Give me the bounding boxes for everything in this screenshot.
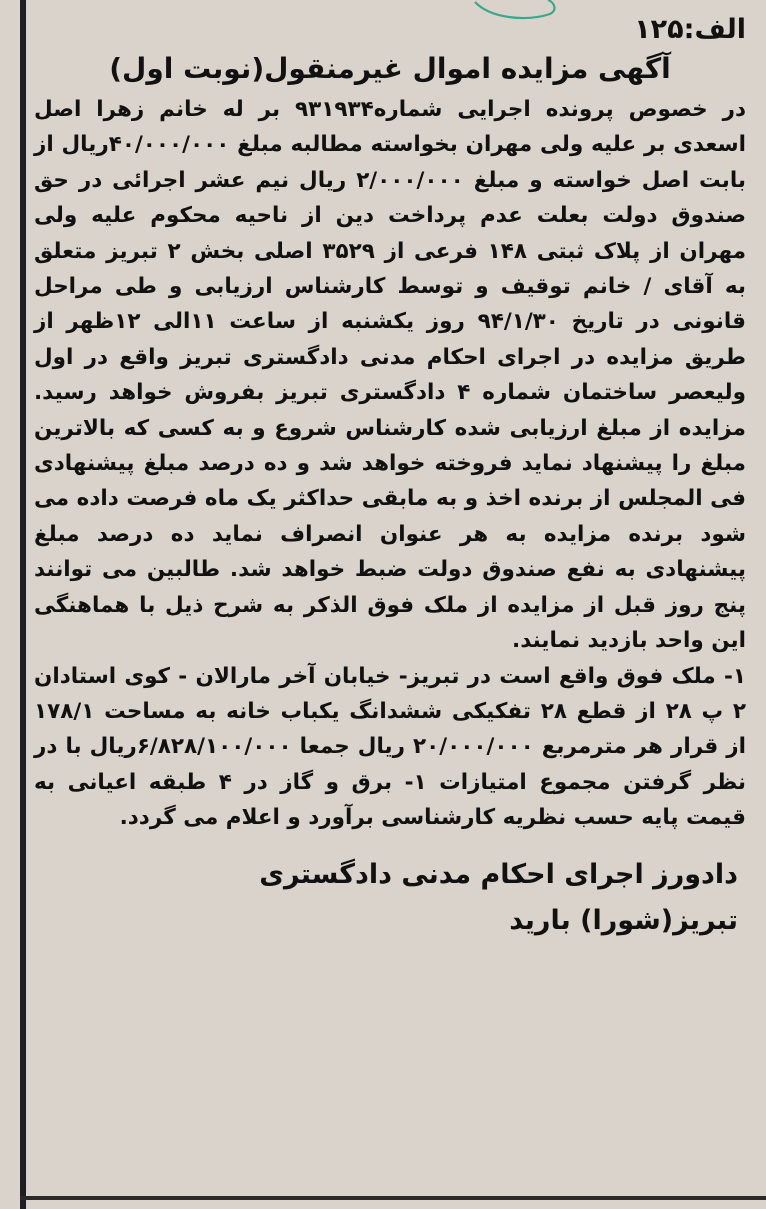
notice-title: آگهی مزایده اموال غیرمنقول(نوبت اول) — [109, 52, 671, 85]
notice-reference-number: الف:۱۲۵ — [634, 14, 746, 45]
property-item-1: ۱- ملک فوق واقع است در تبریز- خیابان آخر مارالان - کوی استادان ۲ پ ۲۸ از قطع ۲۸ تفکیکی ششدانگ یکباب خانه به مساحت ۱۷۸/۱ از قرار هر مترمربع ۲۰/۰۰۰/۰۰۰ ریال جمعا ۶/۸۲۸/۱۰۰/۰۰۰ریال با در نظر گرفتن مجموع امتیازات ۱- برق و گاز در ۴ طبقه اعیانی به قیمت پایه حسب نظریه کارشناسی برآورد و اعلام می گردد. — [34, 663, 746, 831]
auction-notice — [34, 12, 746, 944]
signature-line-2: تبریز(شورا) بارید — [509, 904, 738, 936]
clipping-left-border — [20, 0, 26, 1209]
notice-body: در خصوص پرونده اجرایی شماره۹۳۱۹۳۴ بر له خانم زهرا اصل اسعدی بر علیه ولی مهران بخواسته مطالبه مبلغ ۴۰/۰۰۰/۰۰۰ریال از بابت اصل خواسته و مبلغ ۲/۰۰۰/۰۰۰ ریال نیم عشر اجرائی در حق صندوق دولت بعلت عدم پرداخت دین از ناحیه محکوم علیه ولی مهران از پلاک ثبتی ۱۴۸ فرعی از ۳۵۲۹ اصلی بخش ۲ تبریز متعلق به آقای / خانم توقیف و توسط کارشناس ارزیابی و طی مراحل قانونی در تاریخ ۹۴/۱/۳۰ روز یکشنبه از ساعت ۱۱الی ۱۲ظهر از طریق مزایده در اجرای احکام مدنی دادگستری تبریز واقع در اول ولیعصر ساختمان شماره ۴ دادگستری تبریز بفروش خواهد رسید. مزایده از مبلغ ارزیابی شده کارشناس شروع و به کسی که بالاترین مبلغ را پیشنهاد نماید فروخته خواهد شد و ده درصد مبلغ پیشنهادی فی المجلس از برنده اخذ و به مابقی حداکثر یک ماه فرصت داده می شود برنده مزایده به هر عنوان انصراف نماید ده درصد مبلغ پیشنهادی به نفع صندوق دولت ضبط خواهد شد. طالبین می توانند پنج روز قبل از مزایده از ملک فوق الذکر به شرح ذیل با هماهنگی این واحد بازدید نمایند. — [34, 97, 747, 654]
signature-block — [34, 852, 746, 944]
signature-line-1: دادورز اجرای احکام مدنی دادگستری — [259, 858, 738, 890]
clipping-bottom-border — [20, 1196, 766, 1200]
